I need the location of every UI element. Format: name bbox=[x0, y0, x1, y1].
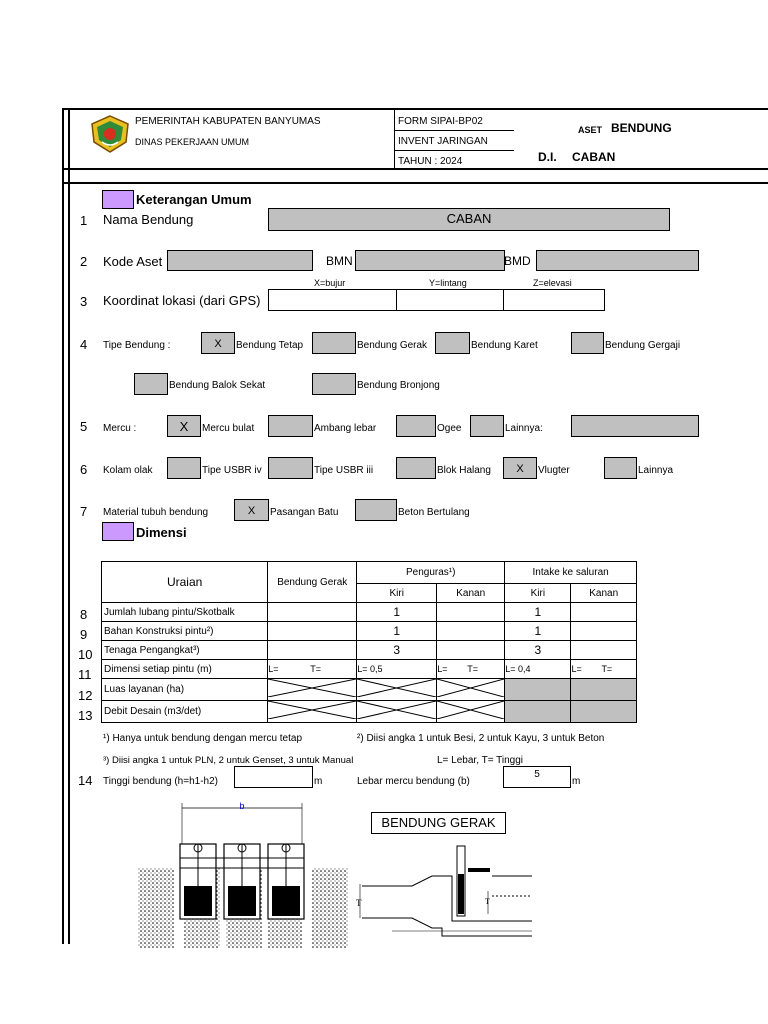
table-cell[interactable] bbox=[571, 660, 637, 679]
row-number: 14 bbox=[78, 773, 93, 788]
unit-m: m bbox=[572, 776, 581, 787]
row-number: 3 bbox=[80, 294, 88, 309]
table-cell[interactable] bbox=[268, 660, 357, 679]
kode-aset-field[interactable] bbox=[167, 250, 313, 271]
nama-bendung-field[interactable] bbox=[268, 208, 670, 231]
crossed-cell bbox=[268, 679, 357, 701]
form-underline-2 bbox=[394, 150, 514, 151]
mercu-bulat-checkbox[interactable] bbox=[167, 415, 201, 437]
row-number: 13 bbox=[78, 708, 93, 723]
row-label: Debit Desain (m3/det) bbox=[102, 701, 268, 723]
mercu-lainnya-field[interactable] bbox=[571, 415, 699, 437]
row-number: 10 bbox=[78, 647, 93, 662]
tipe-bendung-karet-checkbox[interactable] bbox=[435, 332, 470, 354]
row-number: 11 bbox=[78, 667, 92, 682]
section-top-line bbox=[62, 182, 768, 184]
kiri-header: Kiri bbox=[357, 584, 437, 603]
opt-label: Tipe USBR iv bbox=[202, 465, 262, 476]
crossed-cell bbox=[357, 701, 437, 723]
material-label: Material tubuh bendung bbox=[103, 507, 209, 518]
kolam-olak-label: Kolam olak bbox=[103, 465, 153, 476]
note-2: ²) Diisi angka 1 untuk Besi, 2 untuk Kayu, 3 untuk Beton bbox=[357, 733, 605, 744]
dim-t: T= bbox=[601, 664, 613, 674]
opt-label: Lainnya: bbox=[505, 423, 543, 434]
kanan-header: Kanan bbox=[437, 584, 505, 603]
table-row bbox=[102, 660, 637, 679]
tipe-bendung-label: Tipe Bendung : bbox=[103, 340, 171, 351]
row-number: 4 bbox=[80, 337, 88, 352]
tipe-bendung-balok-sekat-checkbox[interactable] bbox=[134, 373, 168, 395]
table-cell[interactable] bbox=[437, 641, 505, 660]
table-cell[interactable] bbox=[571, 622, 637, 641]
lebar-mercu-value: 5 bbox=[534, 769, 540, 780]
row-number: 7 bbox=[80, 504, 88, 519]
table-row bbox=[102, 679, 637, 701]
di-value: CABAN bbox=[572, 150, 616, 164]
z-label: Z=elevasi bbox=[533, 278, 572, 288]
banyumas-logo bbox=[88, 114, 132, 154]
opt-label: Bendung Tetap bbox=[236, 340, 304, 351]
table-cell[interactable]: 3 bbox=[357, 641, 437, 660]
blok-halang-checkbox[interactable] bbox=[396, 457, 436, 479]
y-label: Y=lintang bbox=[429, 278, 467, 288]
table-row bbox=[102, 603, 637, 622]
figure-caption: BENDUNG GERAK bbox=[381, 815, 496, 830]
row-label: Tenaga Pengangkat³) bbox=[102, 641, 268, 660]
opt-label: Bendung Balok Sekat bbox=[169, 380, 266, 391]
penguras-header: Penguras¹) bbox=[357, 562, 505, 584]
opt-label: Ogee bbox=[437, 423, 462, 434]
check-mark: X bbox=[179, 419, 189, 434]
beton-bertulang-checkbox[interactable] bbox=[355, 499, 397, 521]
row-number: 9 bbox=[80, 627, 88, 642]
table-cell[interactable]: 1 bbox=[505, 603, 571, 622]
table-row bbox=[102, 641, 637, 660]
header-top-line bbox=[62, 108, 768, 110]
usbr-iii-checkbox[interactable] bbox=[268, 457, 313, 479]
check-mark: X bbox=[214, 338, 222, 350]
opt-label: Tipe USBR iii bbox=[314, 465, 374, 476]
vlugter-checkbox[interactable] bbox=[503, 457, 537, 479]
row-label: Luas layanan (ha) bbox=[102, 679, 268, 701]
lebar-mercu-field[interactable] bbox=[503, 766, 571, 788]
dim-l: L= bbox=[437, 664, 448, 674]
aset-value: BENDUNG bbox=[611, 121, 672, 135]
bmd-field[interactable] bbox=[536, 250, 699, 271]
figure-caption-box bbox=[371, 812, 506, 834]
gate-front-drawing bbox=[136, 798, 350, 948]
tipe-bendung-gerak-checkbox[interactable] bbox=[312, 332, 356, 354]
table-cell[interactable] bbox=[437, 603, 505, 622]
crossed-cell bbox=[357, 679, 437, 701]
opt-label: Blok Halang bbox=[437, 465, 491, 476]
dim-t: T= bbox=[467, 664, 478, 674]
bmd-label: BMD bbox=[504, 254, 531, 268]
kanan-header: Kanan bbox=[571, 584, 637, 603]
opt-label: Bendung Karet bbox=[471, 340, 538, 351]
section-marker-2 bbox=[102, 522, 134, 541]
aset-label: ASET bbox=[578, 125, 603, 135]
note-1: ¹) Hanya untuk bendung dengan mercu tetap bbox=[103, 733, 303, 744]
x-coordinate-field[interactable] bbox=[268, 289, 397, 311]
table-cell[interactable] bbox=[571, 701, 637, 723]
row-number: 12 bbox=[78, 688, 93, 703]
opt-label: Lainnya bbox=[638, 465, 674, 476]
z-coordinate-field[interactable] bbox=[503, 289, 605, 311]
row-label: Bahan Konstruksi pintu²) bbox=[102, 622, 268, 641]
row-number: 8 bbox=[80, 607, 88, 622]
note-4: L= Lebar, T= Tinggi bbox=[437, 755, 523, 766]
opt-label: Ambang lebar bbox=[314, 423, 377, 434]
ogee-checkbox[interactable] bbox=[396, 415, 436, 437]
table-cell[interactable]: 1 bbox=[357, 603, 437, 622]
pasangan-batu-checkbox[interactable] bbox=[234, 499, 269, 521]
row-label: Jumlah lubang pintu/Skotbalk bbox=[102, 603, 268, 622]
table-cell[interactable] bbox=[571, 641, 637, 660]
opt-label: Bendung Bronjong bbox=[357, 380, 440, 391]
table-cell[interactable]: L= 0,4 bbox=[505, 660, 571, 679]
table-cell[interactable] bbox=[268, 603, 357, 622]
usbr-iv-checkbox[interactable] bbox=[167, 457, 201, 479]
check-mark: X bbox=[516, 463, 524, 475]
table-cell[interactable] bbox=[437, 660, 505, 679]
check-mark: X bbox=[247, 505, 256, 517]
row-number: 5 bbox=[80, 419, 88, 434]
table-cell[interactable] bbox=[571, 603, 637, 622]
mercu-label: Mercu : bbox=[103, 423, 137, 434]
table-cell[interactable] bbox=[505, 701, 571, 723]
org-name: PEMERINTAH KABUPATEN BANYUMAS bbox=[135, 116, 321, 127]
row-label: Dimensi setiap pintu (m) bbox=[102, 660, 268, 679]
table-cell[interactable]: 1 bbox=[505, 622, 571, 641]
table-row bbox=[102, 622, 637, 641]
section-title-1: Keterangan Umum bbox=[136, 192, 252, 207]
nama-bendung-label: Nama Bendung bbox=[103, 212, 194, 227]
uraian-header: Uraian bbox=[102, 562, 268, 603]
table-cell[interactable] bbox=[268, 641, 357, 660]
dim-t: T= bbox=[310, 663, 321, 674]
row-number: 1 bbox=[80, 213, 88, 228]
table-cell[interactable]: 1 bbox=[357, 622, 437, 641]
crossed-cell bbox=[437, 701, 505, 723]
left-border-outer bbox=[62, 108, 64, 944]
dim-l: L= bbox=[268, 663, 279, 674]
table-cell[interactable] bbox=[505, 679, 571, 701]
t-label: T bbox=[485, 897, 490, 906]
header-bottom-line bbox=[62, 168, 768, 170]
crossed-cell bbox=[437, 679, 505, 701]
di-label: D.I. bbox=[538, 150, 557, 164]
nama-bendung-value: CABAN bbox=[446, 211, 492, 226]
table-cell[interactable] bbox=[268, 622, 357, 641]
kolam-lainnya-checkbox[interactable] bbox=[604, 457, 637, 479]
x-label: X=bujur bbox=[314, 278, 346, 288]
tinggi-bendung-label: Tinggi bendung (h=h1-h2) bbox=[103, 776, 218, 787]
table-cell[interactable] bbox=[571, 679, 637, 701]
crossed-cell bbox=[268, 701, 357, 723]
form-code: FORM SIPAI-BP02 bbox=[398, 116, 483, 127]
opt-label: Mercu bulat bbox=[202, 423, 255, 434]
intake-header: Intake ke saluran bbox=[505, 562, 637, 584]
section-title-2: Dimensi bbox=[136, 525, 187, 540]
note-3: ³) Diisi angka 1 untuk PLN, 2 untuk Genset, 3 untuk Manual bbox=[103, 755, 354, 766]
t-label: T bbox=[356, 898, 362, 908]
row-number: 6 bbox=[80, 462, 88, 477]
invent-label: INVENT JARINGAN bbox=[398, 136, 488, 147]
form-underline-1 bbox=[394, 130, 514, 131]
lebar-mercu-label: Lebar mercu bendung (b) bbox=[357, 776, 470, 787]
b-label: b bbox=[239, 801, 245, 811]
row-number: 2 bbox=[80, 254, 88, 269]
opt-label: Beton Bertulang bbox=[398, 507, 470, 518]
section-marker-1 bbox=[102, 190, 134, 209]
bendung-gerak-header: Bendung Gerak bbox=[268, 562, 357, 603]
opt-label: Bendung Gerak bbox=[357, 340, 428, 351]
tahun-label: TAHUN : 2024 bbox=[398, 156, 463, 167]
opt-label: Pasangan Batu bbox=[270, 507, 339, 518]
header-divider bbox=[394, 108, 395, 168]
left-border-inner bbox=[68, 108, 70, 944]
bmn-field[interactable] bbox=[355, 250, 505, 271]
dimensi-table bbox=[101, 561, 637, 723]
table-cell[interactable]: 3 bbox=[505, 641, 571, 660]
unit-m: m bbox=[314, 776, 323, 787]
org-dept: DINAS PEKERJAAN UMUM bbox=[135, 137, 250, 147]
table-cell[interactable]: L= 0,5 bbox=[357, 660, 437, 679]
kode-aset-label: Kode Aset bbox=[103, 254, 163, 269]
tipe-bendung-gergaji-checkbox[interactable] bbox=[571, 332, 604, 354]
tipe-bendung-tetap-checkbox[interactable] bbox=[201, 332, 235, 354]
mercu-lainnya-checkbox[interactable] bbox=[470, 415, 504, 437]
bmn-label: BMN bbox=[326, 254, 353, 268]
gate-side-drawing bbox=[352, 836, 542, 944]
table-cell[interactable] bbox=[437, 622, 505, 641]
tipe-bendung-bronjong-checkbox[interactable] bbox=[312, 373, 356, 395]
y-coordinate-field[interactable] bbox=[396, 289, 504, 311]
dim-l: L= bbox=[571, 664, 582, 674]
kiri-header: Kiri bbox=[505, 584, 571, 603]
table-row bbox=[102, 701, 637, 723]
koordinat-label: Koordinat lokasi (dari GPS) bbox=[103, 293, 261, 308]
ambang-lebar-checkbox[interactable] bbox=[268, 415, 313, 437]
opt-label: Bendung Gergaji bbox=[605, 340, 681, 351]
tinggi-bendung-field[interactable] bbox=[234, 766, 313, 788]
opt-label: Vlugter bbox=[538, 465, 570, 476]
